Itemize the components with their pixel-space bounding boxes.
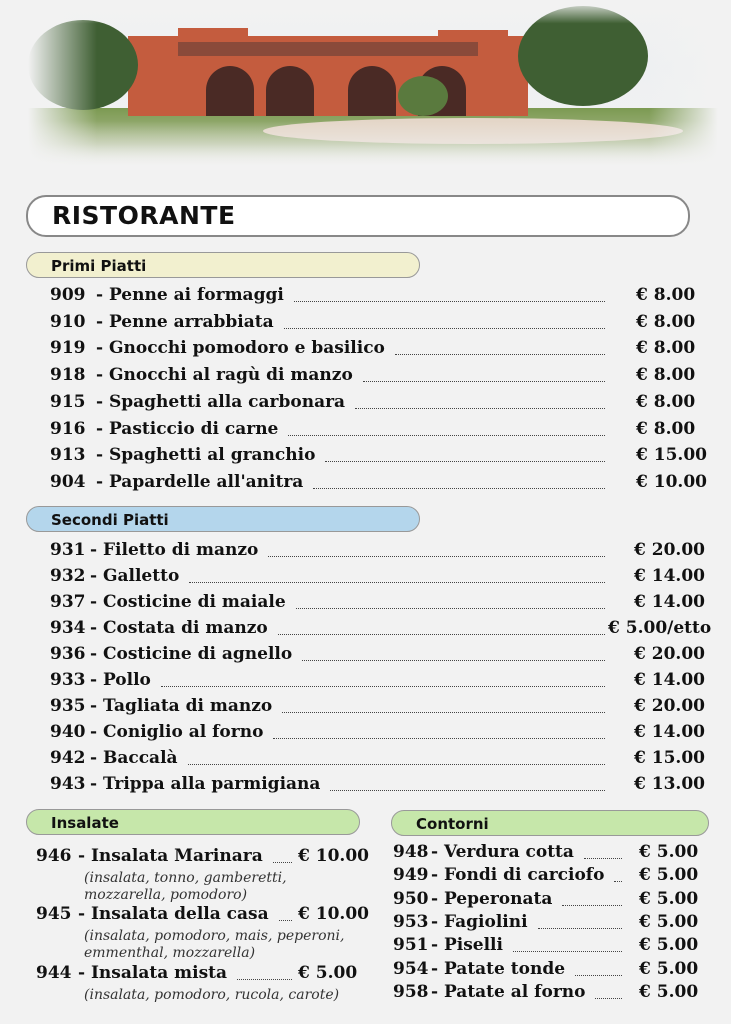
menu-item-row — [50, 566, 730, 592]
menu-item-row — [50, 312, 730, 338]
menu-item-row — [50, 774, 730, 800]
item-name: - Spaghetti al granchio — [96, 445, 316, 466]
dotted-leader — [294, 301, 605, 302]
restaurant-building-photo — [28, 0, 718, 168]
menu-item-row — [393, 865, 730, 891]
item-code: 919 — [50, 338, 86, 359]
item-name: - Pasticcio di carne — [96, 418, 279, 439]
item-price: € 14.00 — [634, 566, 705, 586]
description-line: mozzarella, pomodoro) — [84, 887, 248, 903]
item-price: € 8.00 — [636, 285, 696, 305]
section-header-primi: Primi Piatti — [26, 252, 420, 278]
item-price: € 5.00 — [298, 963, 358, 983]
item-price: € 5.00 — [639, 865, 699, 886]
menu-item-row — [50, 419, 730, 445]
item-name: - Filetto di manzo — [90, 540, 259, 560]
dotted-leader — [575, 975, 622, 976]
item-name: - Penne ai formaggi — [96, 285, 284, 305]
item-name: - Piselli — [431, 935, 503, 956]
item-price: € 5.00/etto — [608, 618, 712, 638]
item-code: 945 — [36, 904, 72, 924]
menu-item-row — [50, 285, 730, 311]
menu-item-row — [50, 644, 730, 670]
dotted-leader — [296, 608, 605, 609]
menu-item-row — [393, 982, 730, 1008]
item-code: 942 — [50, 748, 86, 768]
item-code: 936 — [50, 644, 86, 664]
dotted-leader — [278, 634, 605, 635]
menu-item-row — [393, 889, 730, 915]
section-header-insalate: Insalate — [26, 809, 360, 835]
item-code: 918 — [50, 365, 86, 386]
item-name: - Costicine di maiale — [90, 592, 286, 612]
description-line: emmenthal, mozzarella) — [84, 945, 256, 961]
item-price: € 20.00 — [634, 540, 705, 560]
item-price: € 8.00 — [636, 391, 696, 412]
section-header-contorni: Contorni — [391, 810, 709, 836]
dotted-leader — [282, 712, 605, 713]
menu-item-row — [50, 618, 730, 644]
dotted-leader — [302, 660, 605, 661]
item-code: 954 — [393, 958, 429, 979]
item-code: 935 — [50, 696, 86, 716]
menu-item-row — [393, 912, 730, 938]
description-line: (insalata, pomodoro, rucola, carote) — [84, 987, 340, 1003]
item-description — [84, 987, 339, 1004]
item-code: 910 — [50, 311, 86, 332]
item-code: 933 — [50, 670, 86, 690]
menu-item-row — [50, 338, 730, 364]
item-name: - Peperonata — [431, 888, 553, 909]
item-price: € 15.00 — [634, 748, 705, 768]
item-code: 913 — [50, 445, 86, 466]
dotted-leader — [325, 461, 605, 462]
item-name: - Patate al forno — [431, 981, 586, 1002]
menu-item-row — [50, 592, 730, 618]
dotted-leader — [363, 381, 605, 382]
item-name: - Gnocchi al ragù di manzo — [96, 365, 353, 386]
menu-item-row — [50, 748, 730, 774]
dotted-leader — [595, 998, 622, 999]
item-name: - Insalata Marinara — [78, 846, 263, 866]
item-code: 949 — [393, 865, 429, 886]
item-name: - Papardelle all'anitra — [96, 471, 304, 492]
dotted-leader — [584, 858, 622, 859]
item-name: - Galletto — [90, 566, 180, 586]
item-name: - Fondi di carciofo — [431, 865, 605, 886]
item-code: 944 — [36, 963, 72, 983]
item-price: € 5.00 — [639, 958, 699, 979]
dotted-leader — [313, 488, 605, 489]
dotted-leader — [614, 881, 622, 882]
menu-item-row — [50, 392, 730, 418]
item-name: - Gnocchi pomodoro e basilico — [96, 338, 385, 359]
item-code: 915 — [50, 391, 86, 412]
item-code: 943 — [50, 774, 86, 794]
item-code: 916 — [50, 418, 86, 439]
item-code: 934 — [50, 618, 86, 638]
item-price: € 13.00 — [634, 774, 705, 794]
menu-item-row — [50, 670, 730, 696]
item-description — [84, 928, 344, 962]
dotted-leader — [355, 408, 605, 409]
item-name: - Trippa alla parmigiana — [90, 774, 321, 794]
item-price: € 14.00 — [634, 592, 705, 612]
item-name: - Verdura cotta — [431, 842, 574, 862]
item-price: € 5.00 — [639, 888, 699, 909]
dotted-leader — [562, 905, 622, 906]
item-code: 904 — [50, 471, 86, 492]
dotted-leader — [268, 556, 605, 557]
item-code: 950 — [393, 888, 429, 909]
item-name: - Insalata mista — [78, 963, 228, 983]
item-name: - Penne arrabbiata — [96, 311, 274, 332]
dotted-leader — [288, 435, 605, 436]
item-code: 951 — [393, 935, 429, 956]
item-price: € 20.00 — [634, 644, 705, 664]
item-name: - Spaghetti alla carbonara — [96, 391, 346, 412]
item-price: € 10.00 — [298, 904, 369, 924]
item-price: € 15.00 — [636, 445, 707, 466]
item-price: € 8.00 — [636, 338, 696, 359]
item-name: - Costata di manzo — [90, 618, 268, 638]
dotted-leader — [513, 951, 622, 952]
item-description — [84, 870, 287, 904]
menu-item-row — [393, 959, 730, 985]
menu-item-row — [50, 445, 730, 471]
item-price: € 8.00 — [636, 365, 696, 386]
dotted-leader — [237, 979, 292, 980]
item-name: - Costicine di agnello — [90, 644, 293, 664]
menu-item-row — [50, 722, 730, 748]
dotted-leader — [538, 928, 622, 929]
item-name: - Pollo — [90, 670, 151, 690]
item-price: € 5.00 — [639, 981, 699, 1002]
item-price: € 20.00 — [634, 696, 705, 716]
dotted-leader — [161, 686, 605, 687]
description-line: (insalata, tonno, gamberetti, — [84, 870, 287, 886]
menu-item-row — [50, 696, 730, 722]
dotted-leader — [279, 920, 292, 921]
item-code: 940 — [50, 722, 86, 742]
item-price: € 5.00 — [639, 842, 699, 862]
item-code: 931 — [50, 540, 86, 560]
item-price: € 14.00 — [634, 722, 705, 742]
item-price: € 5.00 — [639, 935, 699, 956]
item-name: - Tagliata di manzo — [90, 696, 273, 716]
menu-item-row — [50, 540, 730, 566]
dotted-leader — [273, 738, 605, 739]
item-name: - Fagiolini — [431, 911, 528, 932]
item-code: 948 — [393, 842, 429, 862]
item-code: 953 — [393, 911, 429, 932]
item-code: 932 — [50, 566, 86, 586]
section-header-secondi: Secondi Piatti — [26, 506, 420, 532]
item-code: 958 — [393, 981, 429, 1002]
dotted-leader — [189, 582, 605, 583]
item-price: € 10.00 — [298, 846, 369, 866]
menu-item-row — [50, 365, 730, 391]
item-code: 946 — [36, 846, 72, 866]
dotted-leader — [330, 790, 605, 791]
item-name: - Patate tonde — [431, 958, 566, 979]
menu-item-row — [50, 472, 730, 498]
dotted-leader — [284, 328, 605, 329]
item-code: 909 — [50, 285, 86, 305]
item-price: € 10.00 — [636, 471, 707, 492]
menu-title: RISTORANTE — [52, 201, 236, 230]
dotted-leader — [395, 354, 605, 355]
menu-title-box — [26, 195, 690, 237]
dotted-leader — [188, 764, 605, 765]
item-name: - Insalata della casa — [78, 904, 269, 924]
item-name: - Baccalà — [90, 748, 178, 768]
menu-item-row — [393, 935, 730, 961]
item-code: 937 — [50, 592, 86, 612]
item-price: € 8.00 — [636, 311, 696, 332]
item-price: € 5.00 — [639, 911, 699, 932]
item-price: € 14.00 — [634, 670, 705, 690]
description-line: (insalata, pomodoro, mais, peperoni, — [84, 928, 345, 944]
dotted-leader — [273, 862, 292, 863]
menu-item-row — [393, 842, 730, 868]
item-price: € 8.00 — [636, 418, 696, 439]
item-name: - Coniglio al forno — [90, 722, 264, 742]
